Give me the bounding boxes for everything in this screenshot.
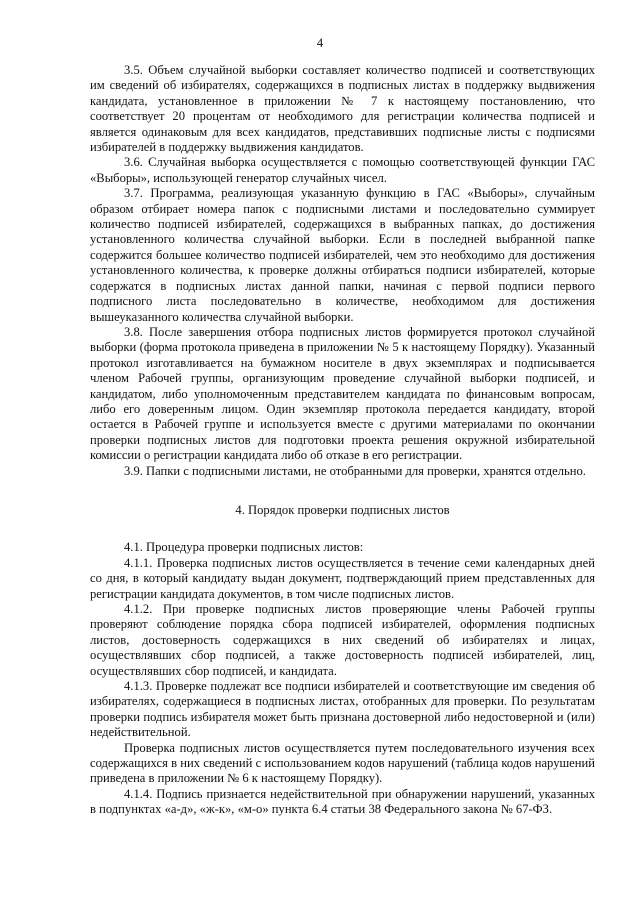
document-body: [90, 63, 595, 818]
paragraph-4-1-2: 4.1.2. При проверке подписных листов проверяющие члены Рабочей группы проверяют соблюдение порядка сбора подписей избирателей, оформления подписных листов, достоверность содержащихся в них сведений об избирателях и лицах, осуществлявших сбор подписей, а также достоверность подписей избирателей, лиц, осуществлявших сбор подписей, и кандидата.: [90, 602, 595, 678]
paragraph-3-6: 3.6. Случайная выборка осуществляется с помощью соответствующей функции ГАС «Выборы», использующей генератор случайных чисел.: [90, 155, 595, 185]
section-heading: 4. Порядок проверки подписных листов: [235, 502, 450, 517]
paragraph-4-1-3-cont: Проверка подписных листов осуществляется путем последовательного изучения всех содержащихся в них сведений с использованием кодов нарушений (таблица кодов нарушений приведена в приложении № 6 к настоящему Порядку).: [90, 740, 595, 786]
paragraph-4-1: 4.1. Процедура проверки подписных листов:: [124, 540, 364, 555]
paragraph-3-7: 3.7. Программа, реализующая указанную функцию в ГАС «Выборы», случайным образом отбирает номера папок с подписными листами и последовательно суммирует количество подписей избирателей, содержащихся в выбранных папках, до достижения установленного количества случайной выборки. Если в последней выбранной папке содержится большее количество подписей избирателей, чем это необходимо для достижения установленного количества, к проверке должны отбираться подписи избирателей, которые содержатся в подписных листах данной папки, начиная с первой подписи первого подписного листа последовательно в количестве, необходимом для достижения вышеуказанного количества случайной выборки.: [90, 186, 595, 324]
paragraph-4-1-1: 4.1.1. Проверка подписных листов осуществляется в течение семи календарных дней со дня, в который кандидату выдан документ, подтверждающий прием представленных для регистрации кандидата документов, в том числе подписных листов.: [90, 555, 595, 601]
paragraph-3-5: 3.5. Объем случайной выборки составляет количество подписей и соответствующих им сведений об избирателях, содержащихся в подписных листах в поддержку выдвижения кандидата, установленное в приложении № 7 к настоящему постановлению, что соответствует 20 процентам от необходимого для регистрации количества подписей и является одинаковым для всех кандидатов, представивших подписные листы с подписями избирателей в поддержку выдвижения кандидатов.: [90, 63, 595, 155]
paragraph-3-9: 3.9. Папки с подписными листами, не отобранными для проверки, хранятся отдельно.: [124, 463, 586, 478]
page-number: 4: [316, 36, 324, 50]
paragraph-3-8: 3.8. После завершения отбора подписных листов формируется протокол случайной выборки (форма протокола приведена в приложении № 5 к настоящему Порядку). Указанный протокол изготавливается на бумажном носителе в двух экземплярах и подписывается членом Рабочей группы, организующим проведение случайной выборки подписей, и кандидатом, либо уполномоченным представителем кандидата по финансовым вопросам, либо его доверенным лицом. Один экземпляр протокола передается кандидату, второй остается в Рабочей группе и используется вместе с другими материалами по окончании проверки подписных листов для подготовки проекта решения окружной избирательной комиссии о регистрации кандидата либо об отказе в его регистрации.: [90, 324, 595, 463]
paragraph-4-1-3: 4.1.3. Проверке подлежат все подписи избирателей и соответствующие им сведения об избирателях, содержащиеся в подписных листах, отобранных для проверки. По результатам проверки подпись избирателя может быть признана достоверной либо недостоверной и (или) недействительной.: [90, 679, 595, 740]
paragraph-4-1-4: 4.1.4. Подпись признается недействительной при обнаружении нарушений, указанных в подпунктах «а-д», «ж-к», «м-о» пункта 6.4 статьи 38 Федерального закона № 67-ФЗ.: [90, 786, 595, 817]
